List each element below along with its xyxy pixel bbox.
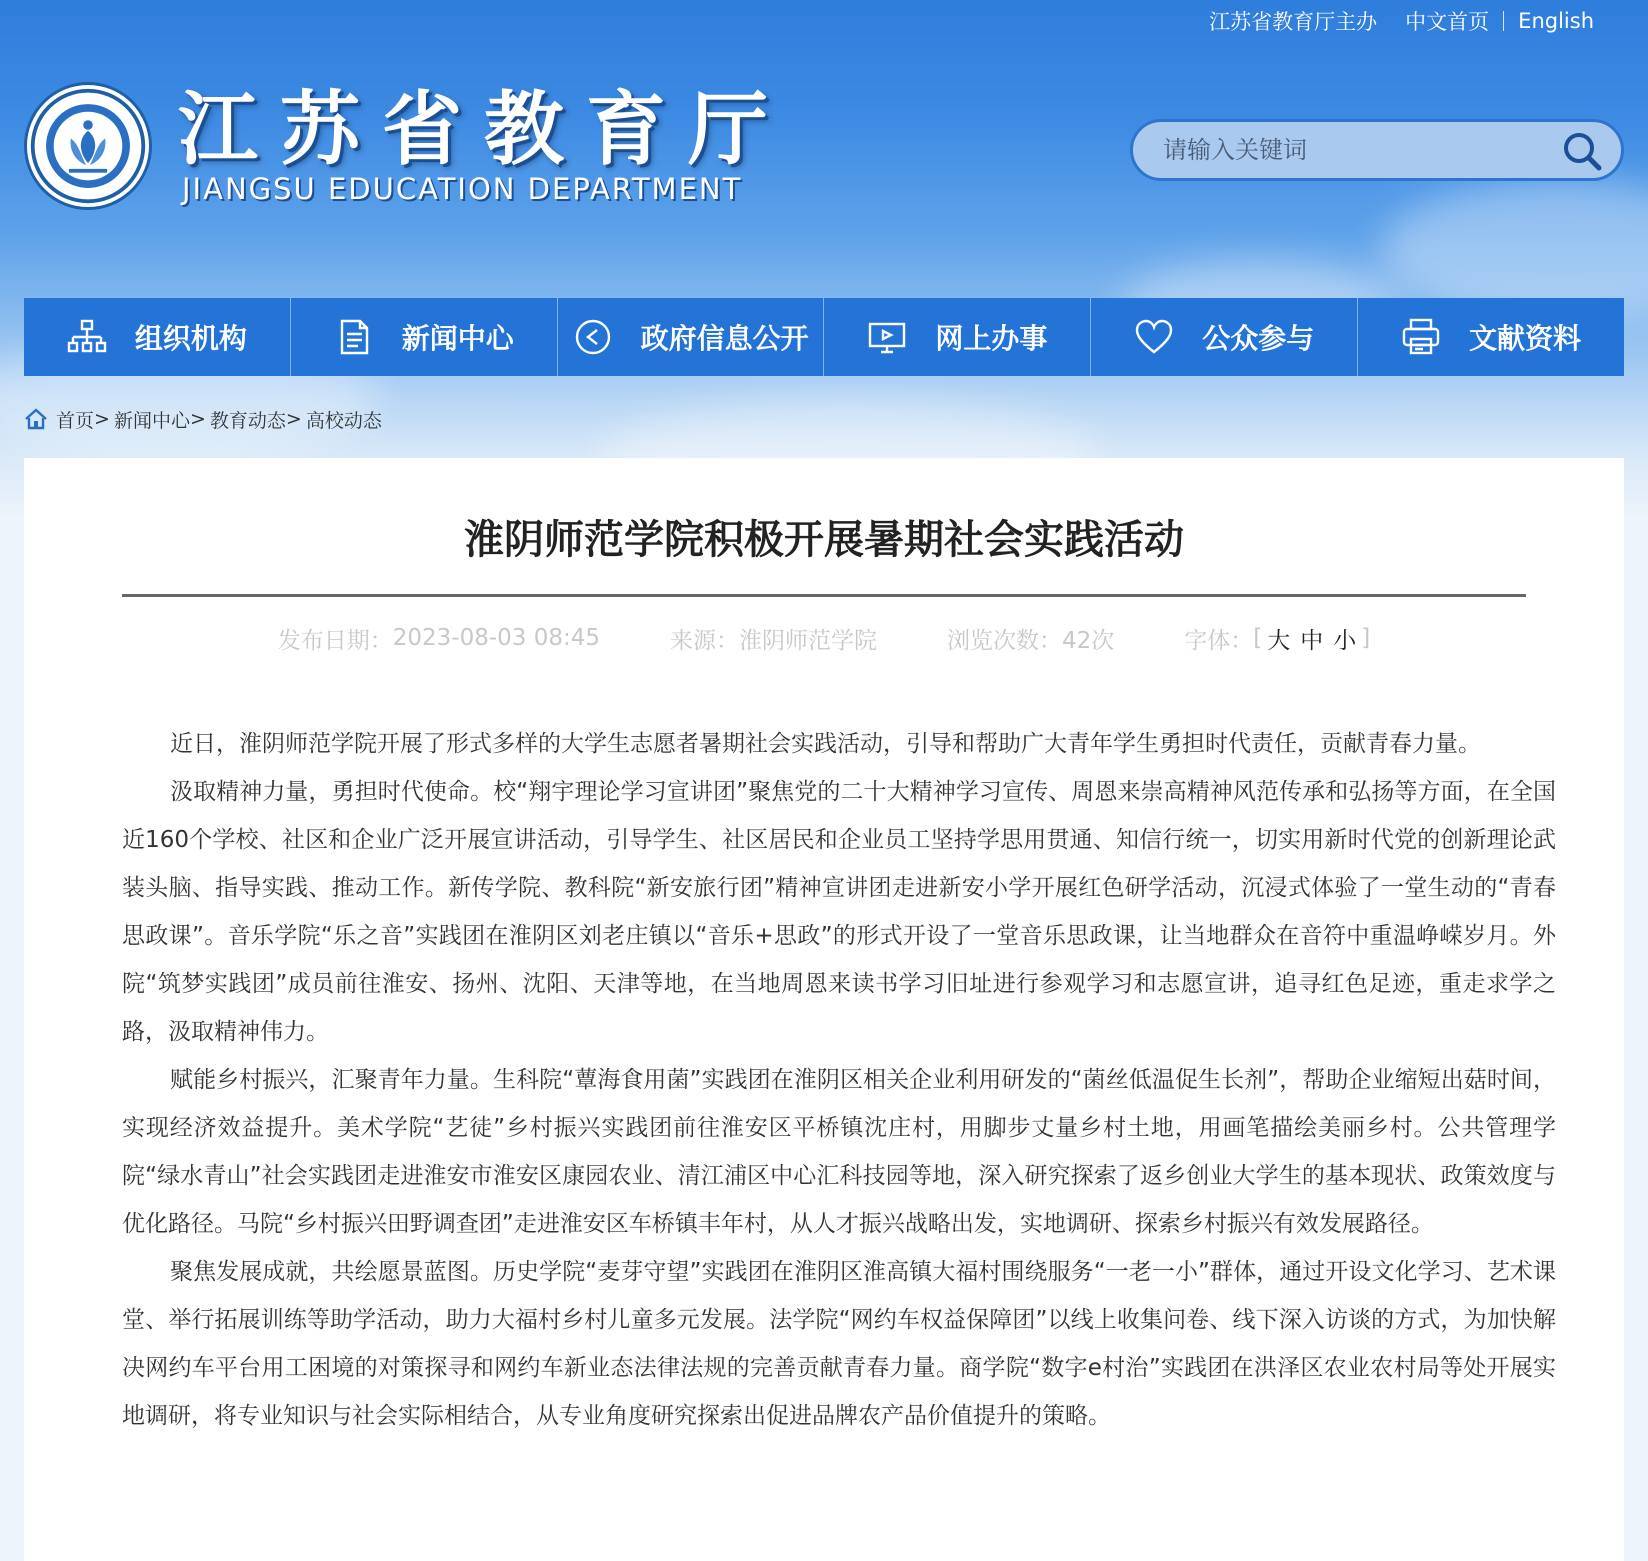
nav-label: 网上办事 [935,322,1048,355]
date-label: 发布日期： [277,627,393,654]
font-label: 字体： [1184,627,1254,654]
search-box [1130,119,1624,181]
article-paragraph: 赋能乡村振兴，汇聚青年力量。生科院“蕈海食用菌”实践团在淮阴区相关企业利用研发的“菌丝低温促生长剂”，帮助企业缩短出菇时间，实现经济效益提升。美术学院“艺徒”乡村振兴实践团前往淮安区平桥镇沈庄村，用脚步丈量乡村土地，用画笔描绘美丽乡村。公共管理学院“绿水青山”社会实践团走进淮安市淮安区康园农业、清江浦区中心汇科技园等地，深入研究探索了返乡创业大学生的基本现状、政策效度与优化路径。马院“乡村振兴田野调查团”走进淮安区车桥镇丰年村，从人才振兴战略出发，实地调研、探索乡村振兴有效发展路径。 [122,1067,1556,1237]
nav-item-documents[interactable] [1358,298,1624,376]
site-subtitle: JIANGSU EDUCATION DEPARTMENT [182,172,743,206]
article-body [122,720,1556,1440]
article-paragraph: 近日，淮阴师范学院开展了形式多样的大学生志愿者暑期社会实践活动，引导和帮助广大青年学生勇担时代责任，贡献青春力量。 [170,731,1481,757]
nav-label: 文献资料 [1469,322,1582,355]
article-meta [24,620,1624,656]
document-icon [334,317,374,357]
font-size-small[interactable]: 小 [1333,627,1357,654]
department-seal-logo[interactable] [24,82,152,210]
date-value: 2023-08-03 08:45 [392,625,600,651]
main-nav [24,298,1624,376]
font-size-switcher [1184,622,1370,655]
breadcrumb-separator: > [189,408,206,430]
site-title: 江苏省教育厅 [178,83,790,176]
seal-icon [27,85,149,207]
host-link[interactable]: 江苏省教育厅主办 [1209,10,1378,34]
views-value: 42次 [1062,627,1115,654]
header-banner [0,0,1648,520]
breadcrumb-separator: > [285,408,302,430]
nav-item-org[interactable] [24,298,291,376]
breadcrumb-university-news[interactable]: 高校动态 [305,409,382,432]
title-divider [122,594,1526,597]
breadcrumb-separator: > [94,408,110,430]
home-cn-link[interactable]: 中文首页 [1405,10,1490,34]
search-input[interactable] [1163,122,1543,178]
source-label: 来源： [670,627,739,654]
nav-label: 新闻中心 [401,322,514,355]
info-disc-icon [573,317,613,357]
publish-date [278,622,600,655]
views-label: 浏览次数： [947,627,1062,654]
view-count [947,622,1114,655]
nav-item-gov-info[interactable] [558,298,825,376]
nav-label: 政府信息公开 [640,322,809,355]
font-size-large[interactable]: 大 [1267,627,1291,654]
breadcrumb-home[interactable]: 首页 [56,409,95,432]
breadcrumb [24,404,382,434]
article-paragraph: 聚焦发展成就，共绘愿景蓝图。历史学院“麦芽守望”实践团在淮阴区淮高镇大福村围绕服务“一老一小”群体，通过开设文化学习、艺术课堂、举行拓展训练等助学活动，助力大福村乡村儿童多元发展。法学院“网约车权益保障团”以线上收集问卷、线下深入访谈的方式，为加快解决网约车平台用工困境的对策探寻和网约车新业态法律法规的完善贡献青春力量。商学院“数字e村治”实践团在洪泽区农业农村局等处开展实地调研，将专业知识与社会实际相结合，从专业角度研究探索出促进品牌农产品价值提升的策略。 [122,1259,1556,1429]
article-panel [24,458,1624,1561]
nav-item-news[interactable] [291,298,558,376]
printer-icon [1401,317,1441,357]
monitor-icon [867,317,907,357]
article-source [670,622,877,655]
article-paragraph: 汲取精神力量，勇担时代使命。校“翔宇理论学习宣讲团”聚焦党的二十大精神学习宣传、周恩来崇高精神风范传承和弘扬等方面，在全国近160个学校、社区和企业广泛开展宣讲活动，引导学生、社区居民和企业员工坚持学思用贯通、知信行统一，切实用新时代党的创新理论武装头脑、指导实践、推动工作。新传学院、教科院“新安旅行团”精神宣讲团走进新安小学开展红色研学活动，沉浸式体验了一堂生动的“青春思政课”。音乐学院“乐之音”实践团在淮阴区刘老庄镇以“音乐+思政”的形式开设了一堂音乐思政课，让当地群众在音符中重温峥嵘岁月。外院“筑梦实践团”成员前往淮安、扬州、沈阳、天津等地，在当地周恩来读书学习旧址进行参观学习和志愿宣讲，追寻红色足迹，重走求学之路，汲取精神伟力。 [122,779,1556,1045]
font-bracket-close: ] [1361,625,1371,651]
nav-item-online-services[interactable] [824,298,1091,376]
font-size-medium[interactable]: 中 [1300,627,1324,654]
heart-icon [1134,317,1174,357]
nav-label: 公众参与 [1202,322,1315,355]
english-link[interactable]: English [1518,9,1594,33]
source-value: 淮阴师范学院 [739,627,877,654]
org-chart-icon [67,317,107,357]
search-icon [1561,130,1603,172]
breadcrumb-news[interactable]: 新闻中心 [113,409,190,432]
article-title: 淮阴师范学院积极开展暑期社会实践活动 [464,517,1184,563]
nav-label: 组织机构 [134,322,247,355]
search-button[interactable] [1561,130,1603,172]
font-bracket-open: [ [1253,625,1263,651]
nav-item-public-participation[interactable] [1091,298,1358,376]
home-icon [24,408,48,430]
top-links [1195,6,1608,36]
breadcrumb-edu-news[interactable]: 教育动态 [209,409,286,432]
